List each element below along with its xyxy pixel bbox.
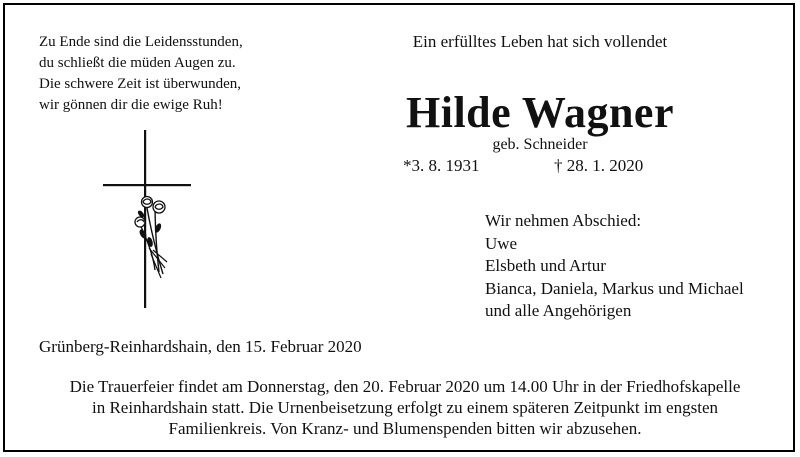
maiden-name: geb. Schneider bbox=[492, 136, 588, 153]
family-line: Wir nehmen Abschied: bbox=[485, 211, 642, 230]
poem bbox=[39, 32, 243, 116]
family-line: und alle Angehörigen bbox=[485, 301, 632, 320]
death-date: † 28. 1. 2020 bbox=[554, 156, 644, 175]
family-list bbox=[485, 210, 744, 323]
poem-line: Die schwere Zeit ist überwunden, bbox=[39, 76, 242, 92]
headline: Ein erfülltes Leben hat sich vollendet bbox=[412, 32, 668, 51]
poem-line: wir gönnen dir die ewige Ruh! bbox=[39, 97, 223, 113]
birth-date: *3. 8. 1931 bbox=[403, 156, 480, 175]
obituary-frame bbox=[3, 3, 795, 452]
family-line: Bianca, Daniela, Markus und Michael bbox=[485, 278, 744, 298]
poem-line: Zu Ende sind die Leidensstunden, bbox=[39, 34, 243, 50]
place-and-date: Grünberg-Reinhardshain, den 15. Februar 2020 bbox=[39, 337, 362, 356]
funeral-notice bbox=[25, 376, 785, 439]
notice-line: in Reinhardshain statt. Die Urnenbeisetzung erfolgt zu einem späteren Zeitpunkt im engsten bbox=[92, 398, 718, 417]
cross-with-roses-icon bbox=[103, 130, 198, 308]
notice-line: Familienkreis. Von Kranz- und Blumenspenden bitten wir abzusehen. bbox=[168, 419, 642, 438]
family-line: Uwe bbox=[485, 233, 518, 253]
family-line: Elsbeth und Artur bbox=[485, 256, 606, 275]
poem-line: du schließt die müden Augen zu. bbox=[39, 55, 236, 71]
deceased-name: Hilde Wagner bbox=[406, 88, 674, 137]
notice-line: Die Trauerfeier findet am Donnerstag, den 20. Februar 2020 um 14.00 Uhr in der Friedhofskapelle bbox=[69, 377, 741, 396]
